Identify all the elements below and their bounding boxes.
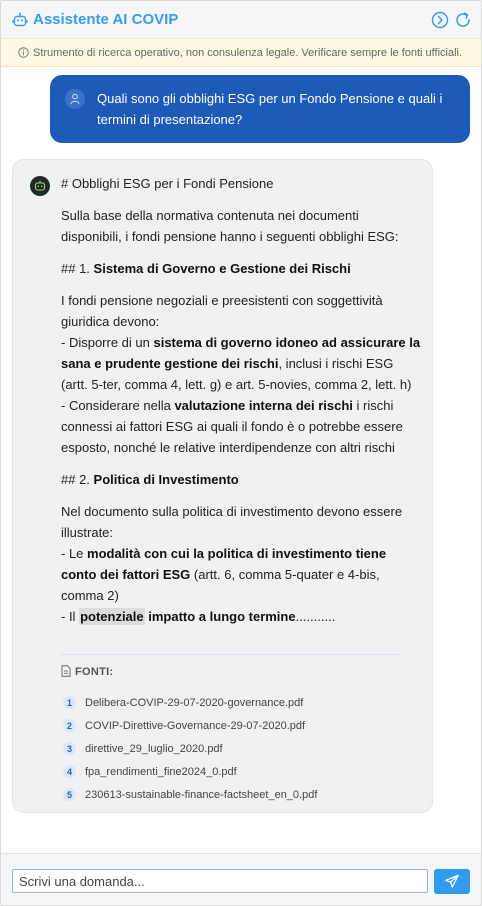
question-input[interactable] <box>12 869 428 893</box>
source-item[interactable] <box>61 760 401 783</box>
section-1-bullet-2: - Considerare nella valutazione interna dei rischi i rischi connessi ai fattori ESG ai quali il fondo è o potrebbe essere esposto, nonché le relative interdipendenze con altri rischi <box>61 398 403 455</box>
chat-header <box>1 1 481 39</box>
send-button[interactable] <box>434 869 470 894</box>
section-1-bullet-1: - Disporre di un sistema di governo idoneo ad assicurare la sana e prudente gestione dei rischi, inclusi i rischi ESG (artt. 5-ter, comma 4, lett. g) e art. 5-novies, comma 2, lett. h) <box>61 335 421 392</box>
section-2-bullet-2: - Il potenziale impatto a lungo termine........... <box>61 609 336 624</box>
robot-icon <box>12 12 28 28</box>
refresh-icon[interactable] <box>454 11 472 29</box>
source-filename[interactable]: COVIP-Direttive-Governance-29-07-2020.pdf <box>85 719 306 732</box>
section-1-heading: ## 1. Sistema di Governo e Gestione dei Rischi <box>61 261 351 276</box>
section-2-lead: Nel documento sulla politica di investimento devono essere illustrate: <box>61 504 403 540</box>
highlighted-text: potenziale <box>80 609 144 624</box>
assistant-avatar <box>30 176 50 196</box>
user-message-text: Quali sono gli obblighi ESG per un Fondo Pensione e quali i termini di presentazione? <box>97 91 443 127</box>
source-number-badge: 3 <box>63 742 76 755</box>
chevron-right-circle-icon[interactable] <box>431 11 449 29</box>
source-number-badge: 4 <box>63 765 76 778</box>
info-icon <box>18 47 29 58</box>
input-bar <box>1 853 481 906</box>
disclaimer-banner <box>1 39 481 67</box>
sources-section <box>61 654 401 801</box>
source-item[interactable] <box>61 783 401 806</box>
source-item[interactable] <box>61 714 401 737</box>
source-number-badge: 1 <box>63 696 76 709</box>
source-filename[interactable]: 230613-sustainable-finance-factsheet_en_0.pdf <box>85 788 318 801</box>
user-avatar <box>65 89 85 109</box>
document-icon <box>61 665 71 677</box>
section-1-lead: I fondi pensione negoziali e preesistenti con soggettività giuridica devono: <box>61 293 383 329</box>
source-item[interactable] <box>61 737 401 760</box>
assistant-message-content <box>61 173 421 627</box>
source-number-badge: 5 <box>63 788 76 801</box>
robot-icon <box>34 180 46 192</box>
sources-title: FONTI: <box>61 665 113 678</box>
source-filename[interactable]: Delibera-COVIP-29-07-2020-governance.pdf <box>85 696 304 709</box>
assistant-message <box>12 159 433 813</box>
section-2-heading: ## 2. Politica di Investimento <box>61 472 239 487</box>
source-filename[interactable]: direttive_29_luglio_2020.pdf <box>85 742 223 755</box>
section-2-bullet-1: - Le modalità con cui la politica di investimento tiene conto dei fattori ESG (artt. 6, comma 5-quater e 4-bis, comma 2) <box>61 546 387 603</box>
answer-heading: # Obblighi ESG per i Fondi Pensione <box>61 176 274 191</box>
disclaimer-text: Strumento di ricerca operativo, non consulenza legale. Verificare sempre le fonti ufficiali. <box>33 47 463 59</box>
source-number-badge: 2 <box>63 719 76 732</box>
answer-intro: Sulla base della normativa contenuta nei documenti disponibili, i fondi pensione hanno i seguenti obblighi ESG: <box>61 208 399 244</box>
source-item[interactable] <box>61 691 401 714</box>
source-filename[interactable]: fpa_rendimenti_fine2024_0.pdf <box>85 765 237 778</box>
send-icon <box>444 874 460 889</box>
chat-title: Assistente AI COVIP <box>33 11 179 28</box>
user-icon <box>70 93 80 105</box>
user-message <box>50 75 470 143</box>
sources-list <box>61 691 401 806</box>
